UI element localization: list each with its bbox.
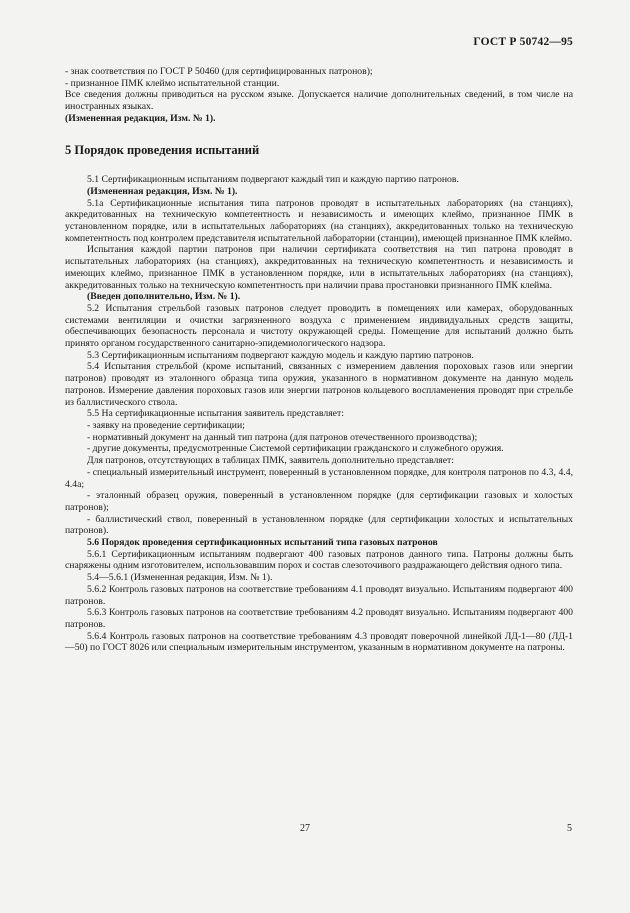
document-header-id: ГОСТ Р 50742—95: [473, 36, 573, 48]
paragraph: - эталонный образец оружия, поверенный в установленном порядке (для сертификации газовых и холостых патронов);: [65, 490, 573, 513]
paragraph: 5.1а Сертификационные испытания типа патронов проводят в испытательных лабораториях (на станциях), аккредитованных на техническую компетентность и независимость и имеющих клеймо, признанное ПМК в установленном порядке, или в испытательных лабораториях (на станциях), аккредитованных только на техническую компетентность под контролем представителя испытательной лаборатории (станции), имеющей признанное ПМК клеймо.: [65, 197, 573, 244]
paragraph: 5.4—5.6.1 (Измененная редакция, Изм. № 1).: [87, 572, 273, 584]
paragraph: (Измененная редакция, Изм. № 1).: [87, 185, 238, 197]
paragraph: 5.6 Порядок проведения сертификационных испытаний типа газовых патронов: [87, 537, 438, 549]
paragraph: - заявку на проведение сертификации;: [87, 419, 245, 431]
paragraph: - другие документы, предусмотренные Системой сертификации гражданского и служебного оружия.: [87, 443, 504, 455]
paragraph: 5.6.2 Контроль газовых патронов на соответствие требованиям 4.1 проводят визуально. Испытаниям подвергают 400 патронов.: [65, 583, 573, 607]
paragraph: - признанное ПМК клеймо испытательной станции.: [65, 77, 280, 89]
paragraph: Испытания каждой партии патронов при наличии сертификата соответствия на тип патрона проводят в испытательных лабораториях (на станциях), аккредитованных на техническую компетентность и независимость и имеющих клеймо, признанное ПМК в установленном порядке, или в испытательных лабораториях (на станциях), аккредитованных только на техническую компетентность при наличии права простановки признанного ПМК клейма.: [65, 244, 573, 291]
paragraph: (Измененная редакция, Изм. № 1).: [65, 112, 216, 124]
paragraph: 5.4 Испытания стрельбой (кроме испытаний, связанных с измерением давления пороховых газов или энергии патронов) проводят из эталонного образца типа оружия, указанного в нормативном документе на данную модель патронов. Измерение давления пороховых газов или энергии патронов кольцевого воспламенения проводят при стрельбе из баллистического ствола.: [65, 361, 573, 408]
paragraph: - нормативный документ на данный тип патрона (для патронов отечественного производства);: [87, 431, 478, 443]
paragraph: 5.5 На сертификационные испытания заявитель представляет:: [87, 408, 344, 420]
paragraph: (Введен дополнительно, Изм. № 1).: [87, 291, 241, 303]
paragraph: Все сведения должны приводиться на русском языке. Допускается наличие дополнительных сведений, в том числе на иностранных языках.: [65, 89, 573, 113]
paragraph: 5.2 Испытания стрельбой газовых патронов следует проводить в помещениях или камерах, оборудованных системами вентиляции и очистки загрязненного воздуха с применением индивидуальных средств защиты, обеспечивающих безопасность персонала и чистоту окружающей среды. Помещение для испытаний должно быть принято органом государственного санитарно-эпидемиологического надзора.: [65, 302, 573, 350]
document-body: [65, 66, 573, 654]
paragraph: - специальный измерительный инструмент, поверенный в установленном порядке, для контроля патронов по 4.3, 4.4, 4.4а;: [65, 466, 573, 490]
paragraph: Для патронов, отсутствующих в таблицах ПМК, заявитель дополнительно представляет:: [87, 455, 454, 467]
page-number-center: 27: [300, 823, 310, 834]
page-number-right: 5: [567, 823, 572, 834]
paragraph: 5.1 Сертификационным испытаниям подвергают каждый тип и каждую партию патронов.: [87, 174, 459, 186]
paragraph: 5.3 Сертификационным испытаниям подвергают каждую модель и каждую партию патронов.: [87, 349, 474, 361]
paragraph: 5.6.1 Сертификационным испытаниям подвергают 400 газовых патронов данного типа. Патроны должны быть снаряжены одним изготовителем, использовавшим порох и состав слезоточивого раздражающего действия одного типа.: [65, 548, 573, 572]
paragraph: 5.6.4 Контроль газовых патронов на соответствие требованиям 4.3 проводят поверочной линейкой ЛД-1—80 (ЛД-1—50) по ГОСТ 8026 или специальным измерительным инструментом, указанным в нормативном документе на патроны.: [65, 630, 573, 654]
paragraph: 5.6.3 Контроль газовых патронов на соответствие требованиям 4.2 проводят визуально. Испытаниям подвергают 400 патронов.: [65, 607, 573, 630]
paragraph: - баллистический ствол, поверенный в установленном порядке (для сертификации холостых и испытательных патронов).: [65, 513, 573, 537]
section-heading: 5 Порядок проведения испытаний: [65, 142, 260, 157]
paragraph: - знак соответствия по ГОСТ Р 50460 (для сертифицированных патронов);: [65, 66, 373, 77]
